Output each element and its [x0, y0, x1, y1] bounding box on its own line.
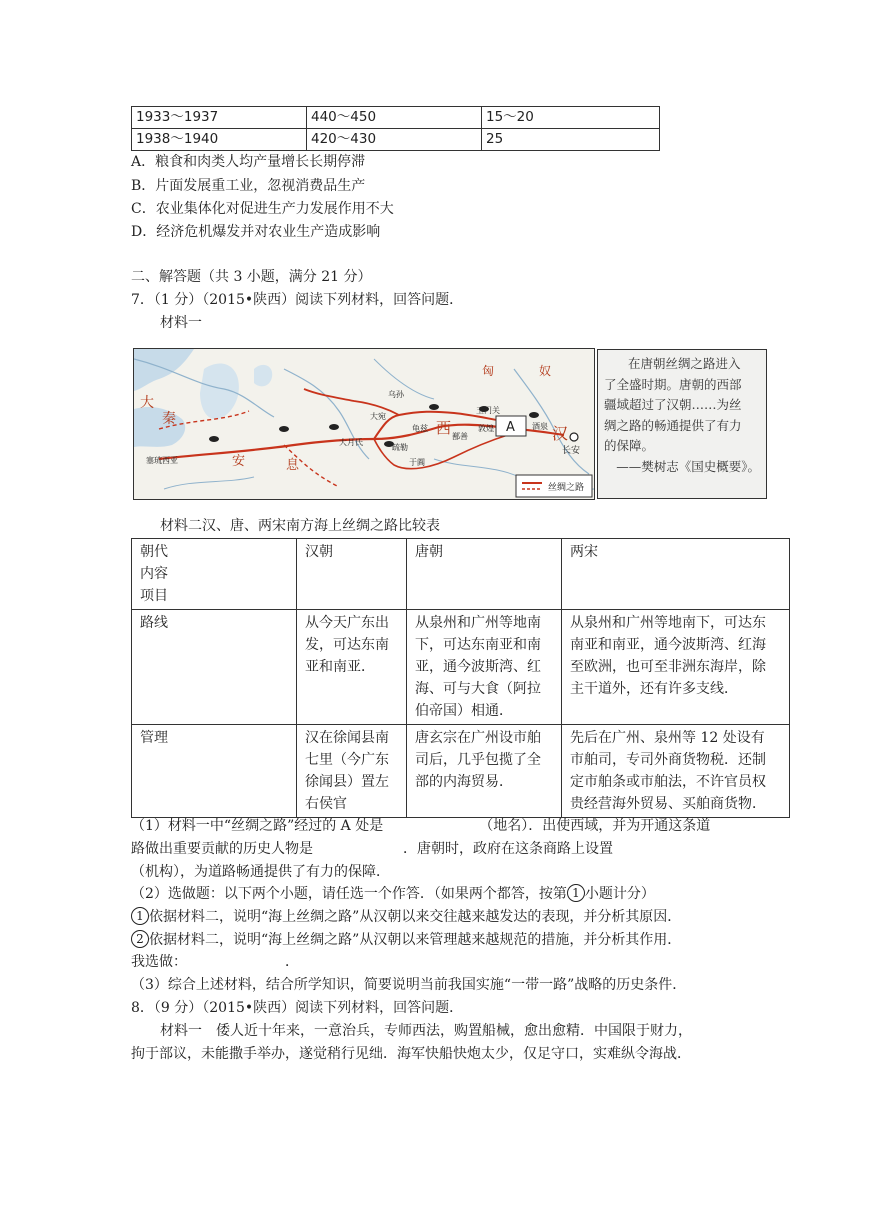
map-label: 于阗 [409, 458, 425, 467]
question-7-1-end: （机构），为道路畅通提供了有力的保障． [131, 864, 390, 880]
q-text: 路做出重要贡献的历史人物是 [131, 841, 313, 857]
q-text: （地名）．出使西域，并为开通这条道 [479, 818, 711, 834]
table-cell [562, 610, 790, 725]
question-8-stem: 8．（9 分）（2015•陕西）阅读下列材料，回答问题． [131, 1000, 464, 1016]
cell-line: 定市舶条或市舶法，不许官员权 [570, 774, 766, 790]
cell-line: 海、可与大食（阿拉 [415, 681, 541, 697]
quote-line: 疆域超过了汉朝……为丝 [604, 397, 742, 412]
stats-table [131, 106, 660, 151]
map-label: 鄯善 [452, 432, 468, 441]
diag-header: 项目 [140, 588, 168, 604]
table-row [132, 539, 790, 610]
row-label: 路线 [132, 610, 297, 725]
cell-line: 至欧洲，也可至非洲东海岸，除 [570, 659, 766, 675]
table-row [132, 107, 660, 129]
location-a-label: A [506, 420, 515, 435]
table-cell [297, 725, 407, 818]
table-cell [407, 610, 562, 725]
changan-marker [570, 433, 578, 441]
silk-road-map [133, 348, 595, 500]
cell-line: 从泉州和广州等地南下，可达东 [570, 615, 766, 631]
cell-line: 发，可达东南 [305, 637, 389, 653]
q-text: ．唐朝时，政府在这条商路上设置 [403, 841, 613, 857]
comparison-table [131, 538, 790, 818]
option-b: B．片面发展重工业，忽视消费品生产 [131, 178, 366, 194]
cell-line: 部的内海贸易． [415, 774, 513, 790]
q-text: 依据材料二，说明“海上丝绸之路”从汉朝以来交往越来越发达的表现，并分析其原因． [149, 909, 682, 925]
cell-line: 从泉州和广州等地南 [415, 615, 541, 631]
map-label: 酒泉 [532, 422, 548, 431]
map-label: 秦 [162, 411, 176, 427]
cell-line: 亚和南亚． [305, 659, 375, 675]
map-label: 疏勒 [392, 443, 408, 452]
map-label: 匈 [482, 364, 495, 378]
q-text: 依据材料二，说明“海上丝绸之路”从汉朝以来管理越来越规范的措施，并分析其作用． [149, 932, 682, 948]
question-8-material-cont: 拘于部议，未能撒手举办，遂觉稍行见绌．海军快船快炮太少，仅足守口，实难纵令海战． [131, 1046, 691, 1062]
table-row [132, 129, 660, 151]
option-c: C．农业集体化对促进生产力发展作用不大 [131, 201, 394, 217]
column-header: 唐朝 [407, 539, 562, 610]
cell-line: 徐闻县）置左 [305, 774, 389, 790]
quote-line: 绸之路的畅通提供了有力 [604, 417, 742, 433]
table-cell [562, 725, 790, 818]
column-header: 汉朝 [297, 539, 407, 610]
quote-line: 的保障。 [604, 438, 655, 453]
table-cell: 1933～1937 [132, 107, 307, 129]
cell-line: 从今天广东出 [305, 615, 389, 631]
map-label: 长安 [562, 446, 581, 456]
quote-line: 在唐朝丝绸之路进入 [628, 356, 741, 371]
map-label: 大宛 [370, 412, 386, 421]
section-heading: 二、解答题（共 3 小题，满分 21 分） [131, 269, 372, 285]
table-cell: 420～430 [307, 129, 482, 151]
circled-number: 1 [567, 884, 585, 902]
circled-number: 1 [131, 907, 149, 925]
cell-line: 主干道外，还有许多支线． [570, 681, 738, 697]
map-label: 大 [140, 395, 154, 411]
circled-number: 2 [131, 930, 149, 948]
material-1-label: 材料一 [160, 315, 202, 331]
cell-line: 汉在徐闻县南 [305, 730, 389, 746]
table-cell [407, 725, 562, 818]
question-7-2-option-2 [131, 930, 681, 950]
cell-line: 贵经营海外贸易、买舶商货物． [570, 796, 766, 812]
cell-line: 市舶司，专司外商货物税．还制 [570, 752, 766, 768]
map-label: 塞琉西亚 [146, 456, 178, 465]
quote-source: ——樊树志《国史概要》。 [616, 458, 760, 474]
map-label: 汉 [552, 424, 569, 443]
question-7-3: （3）综合上述材料，结合所学知识，简要说明当前我国实施“一带一路”战略的历史条件． [131, 977, 687, 993]
q-text: （1）材料一中“丝绸之路”经过的 A 处是 [131, 818, 384, 834]
map-label: 敦煌 [478, 424, 494, 433]
cell-line: 七里（今广东 [305, 752, 389, 768]
quote-box [597, 349, 767, 499]
map-label: 奴 [539, 364, 552, 378]
option-a: A．粮食和肉类人均产量增长长期停滞 [131, 154, 366, 170]
table-row [132, 610, 790, 725]
quote-line: 了全盛时期。唐朝的西部 [604, 376, 742, 392]
question-7-1 [131, 816, 710, 836]
table-cell: 25 [482, 129, 660, 151]
table-cell: 1938～1940 [132, 129, 307, 151]
choose-line [131, 952, 299, 972]
map-label: 息 [286, 458, 300, 473]
cell-line: 唐玄宗在广州设市舶 [415, 730, 541, 746]
table-cell [297, 610, 407, 725]
cell-line: 司后，几乎包揽了全 [415, 752, 541, 768]
legend-label: 丝绸之路 [548, 483, 585, 493]
map-label: 乌孙 [388, 390, 404, 399]
question-7-1-cont [131, 839, 613, 859]
table-cell: 15～20 [482, 107, 660, 129]
column-header: 两宋 [562, 539, 790, 610]
map-label: 西 [436, 419, 452, 437]
table-row [132, 725, 790, 818]
map-label: 大月氏 [339, 438, 363, 447]
map-label: 安 [232, 454, 246, 469]
map-svg [134, 349, 594, 499]
cell-line: 先后在广州、泉州等 12 处设有 [570, 730, 765, 746]
q-text: （2）选做题：以下两个小题，请任选一个作答．（如果两个都答，按第 [131, 886, 567, 902]
question-7-stem: 7．（1 分）（2015•陕西）阅读下列材料，回答问题． [131, 292, 464, 308]
material-2-title: 材料二汉、唐、两宋南方海上丝绸之路比较表 [160, 518, 440, 534]
cell-line: 亚，通今波斯湾、红 [415, 659, 541, 675]
cell-line: 右侯官 [305, 796, 347, 812]
diag-header: 朝代 [140, 544, 168, 560]
question-7-2-option-1 [131, 907, 681, 927]
q-text: 我选做： [131, 954, 187, 970]
q-text: 小题计分） [584, 886, 655, 902]
q-text: ． [285, 954, 299, 970]
question-8-material: 材料一 倭人近十年来，一意治兵，专师西法，购置船械，愈出愈精．中国限于财力， [160, 1023, 692, 1039]
question-7-2 [131, 884, 655, 904]
cell-line: 伯帝国）相通． [415, 703, 513, 719]
map-label: 龟兹 [412, 424, 428, 433]
cell-line: 下，可达东南亚和南 [415, 637, 541, 653]
row-label: 管理 [132, 725, 297, 818]
map-label: 玉门关 [476, 406, 500, 415]
diag-header-cell [132, 539, 297, 610]
cell-line: 南亚和南亚，通今波斯湾、红海 [570, 637, 766, 653]
table-cell: 440～450 [307, 107, 482, 129]
diag-header: 内容 [140, 566, 168, 582]
option-d: D．经济危机爆发并对农业生产造成影响 [131, 224, 381, 240]
